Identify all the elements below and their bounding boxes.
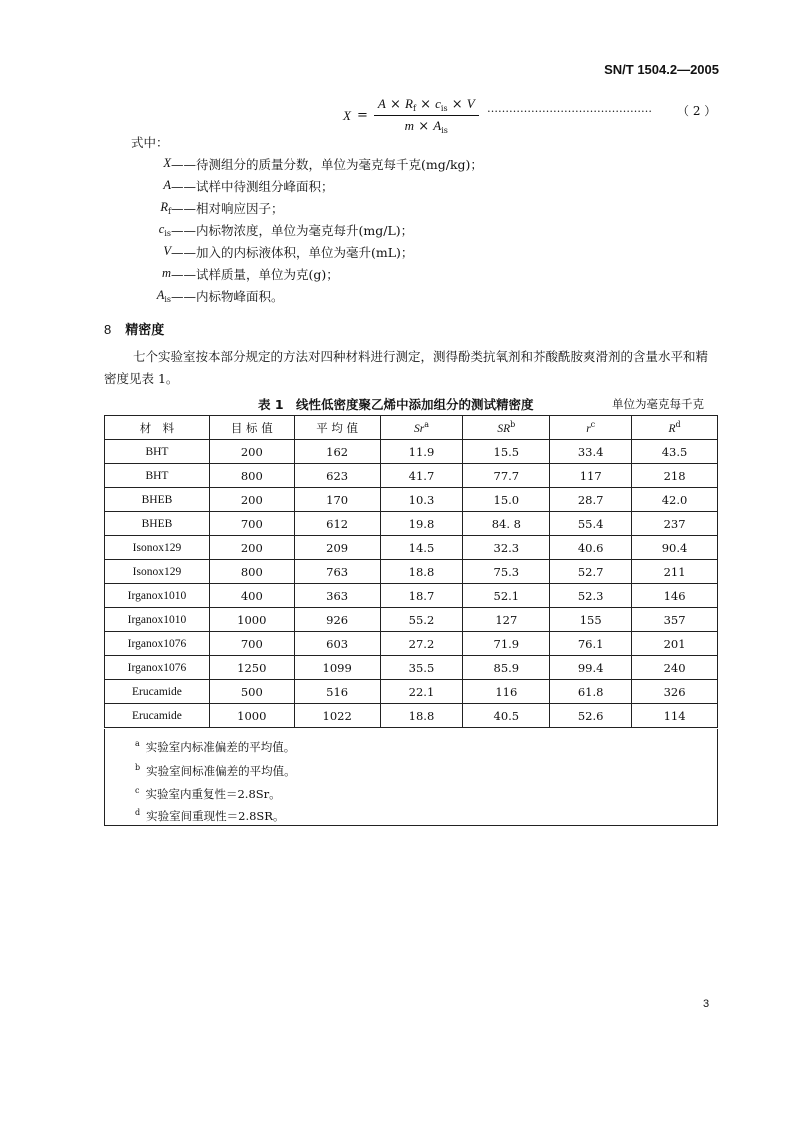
var-desc: ——待测组分的质量分数，单位为毫克每千克(mg/kg)；	[171, 157, 483, 172]
equation-number: （ 2 ）	[677, 104, 717, 118]
formula-fraction	[374, 96, 479, 135]
times: ×	[389, 97, 401, 112]
variable-def	[111, 199, 284, 217]
formula-leader-dots: ………………………………………	[487, 102, 652, 115]
var-desc: ——相对响应因子；	[171, 201, 284, 216]
var-desc: ——内标物峰面积。	[171, 289, 284, 304]
standard-number: SN/T 1504.2—2005	[604, 62, 719, 77]
table-note: $^c$ 实验室内重复性＝2.8Sr。	[135, 786, 281, 801]
variable-def	[111, 155, 483, 173]
times: ×	[420, 97, 431, 112]
table-row: Irganox1076 700 603 27.2 71.9 76.1 201	[105, 632, 718, 656]
section-title: 精密度	[125, 323, 165, 338]
sub-is: is	[440, 104, 448, 113]
var-symbol: A	[163, 178, 171, 192]
body-paragraph: 七个实验室按本部分规定的方法对四种材料进行测定，测得酚类抗氧剂和芥酸酰胺爽滑剂的含量水平和精密度见表 1。	[104, 349, 709, 386]
var-desc: ——试样质量，单位为克(g)；	[171, 267, 339, 282]
times: ×	[418, 119, 430, 134]
var-sub: is	[164, 229, 171, 238]
var-sub: f	[168, 207, 171, 216]
var-symbol: V	[163, 244, 171, 258]
table-row: BHT 800 623 41.7 77.7 117 218	[105, 464, 718, 488]
variable-def	[111, 287, 284, 305]
table-row: Irganox1010 400 363 18.7 52.1 52.3 146	[105, 584, 718, 608]
col-header: $R^d$	[632, 416, 718, 440]
col-header: Sr$^a$	[380, 416, 463, 440]
formula	[343, 96, 479, 135]
var-sub: is	[164, 295, 171, 304]
formula-equals: =	[356, 108, 368, 123]
variable-def	[111, 243, 413, 261]
formula-numerator	[374, 96, 479, 116]
variable-def	[111, 265, 339, 283]
table-caption: 表 1 线性低密度聚乙烯中添加组分的测试精密度	[258, 397, 534, 412]
table-row: Erucamide 500 516 22.1 116 61.8 326	[105, 680, 718, 704]
page-number: 3	[703, 998, 710, 1010]
section-heading	[104, 319, 164, 338]
table-row: Irganox1076 1250 1099 35.5 85.9 99.4 240	[105, 656, 718, 680]
var-symbol: A	[156, 288, 165, 302]
sub-is: is	[441, 126, 448, 135]
var-symbol: m	[161, 266, 171, 280]
var-symbol: X	[163, 156, 171, 170]
formula-lhs: X	[343, 107, 351, 123]
table-row: BHEB 200 170 10.3 15.0 28.7 42.0	[105, 488, 718, 512]
var-symbol: c	[158, 222, 165, 236]
table-unit: 单位为毫克每千克	[612, 397, 704, 411]
col-header: 平 均 值	[294, 416, 380, 440]
table-row: Isonox129 200 209 14.5 32.3 40.6 90.4	[105, 536, 718, 560]
col-header: $SR^b$	[463, 416, 550, 440]
formula-denominator	[405, 116, 448, 135]
section-number: 8	[104, 322, 112, 337]
precision-table	[104, 415, 718, 728]
var-desc: ——内标物浓度，单位为毫克每升(mg/L)；	[171, 223, 414, 238]
sym-m: m	[404, 118, 415, 133]
table-note: $^d$ 实验室间重现性＝2.8SR。	[135, 808, 285, 823]
sym-a: A	[433, 118, 442, 133]
table-row: Isonox129 800 763 18.8 75.3 52.7 211	[105, 560, 718, 584]
var-symbol: R	[160, 200, 169, 214]
sym-v: V	[466, 96, 475, 111]
var-desc: ——试样中待测组分峰面积；	[171, 179, 334, 194]
table-row: BHT 200 162 11.9 15.5 33.4 43.5	[105, 440, 718, 464]
sym-r: R	[405, 96, 413, 111]
table-note: $^b$ 实验室间标准偏差的平均值。	[135, 763, 296, 778]
sub-f: f	[412, 104, 416, 113]
table-note: $^a$ 实验室内标准偏差的平均值。	[135, 739, 296, 754]
col-header: 材 料	[105, 416, 210, 440]
sym-a: A	[377, 96, 386, 111]
table-notes	[104, 729, 718, 826]
table-row: BHEB 700 612 19.8 84. 8 55.4 237	[105, 512, 718, 536]
table-row: Irganox1010 1000 926 55.2 127 155 357	[105, 608, 718, 632]
where-label: 式中：	[131, 135, 169, 150]
table-header-row	[105, 416, 718, 440]
table-row: Erucamide 1000 1022 18.8 40.5 52.6 114	[105, 704, 718, 728]
var-desc: ——加入的内标液体积，单位为毫升(mL)；	[171, 245, 414, 260]
sym-c: c	[435, 96, 441, 111]
variable-def	[111, 221, 413, 239]
variable-def	[111, 177, 334, 195]
times: ×	[451, 97, 463, 112]
col-header: $r^c$	[550, 416, 632, 440]
col-header: 目 标 值	[209, 416, 294, 440]
